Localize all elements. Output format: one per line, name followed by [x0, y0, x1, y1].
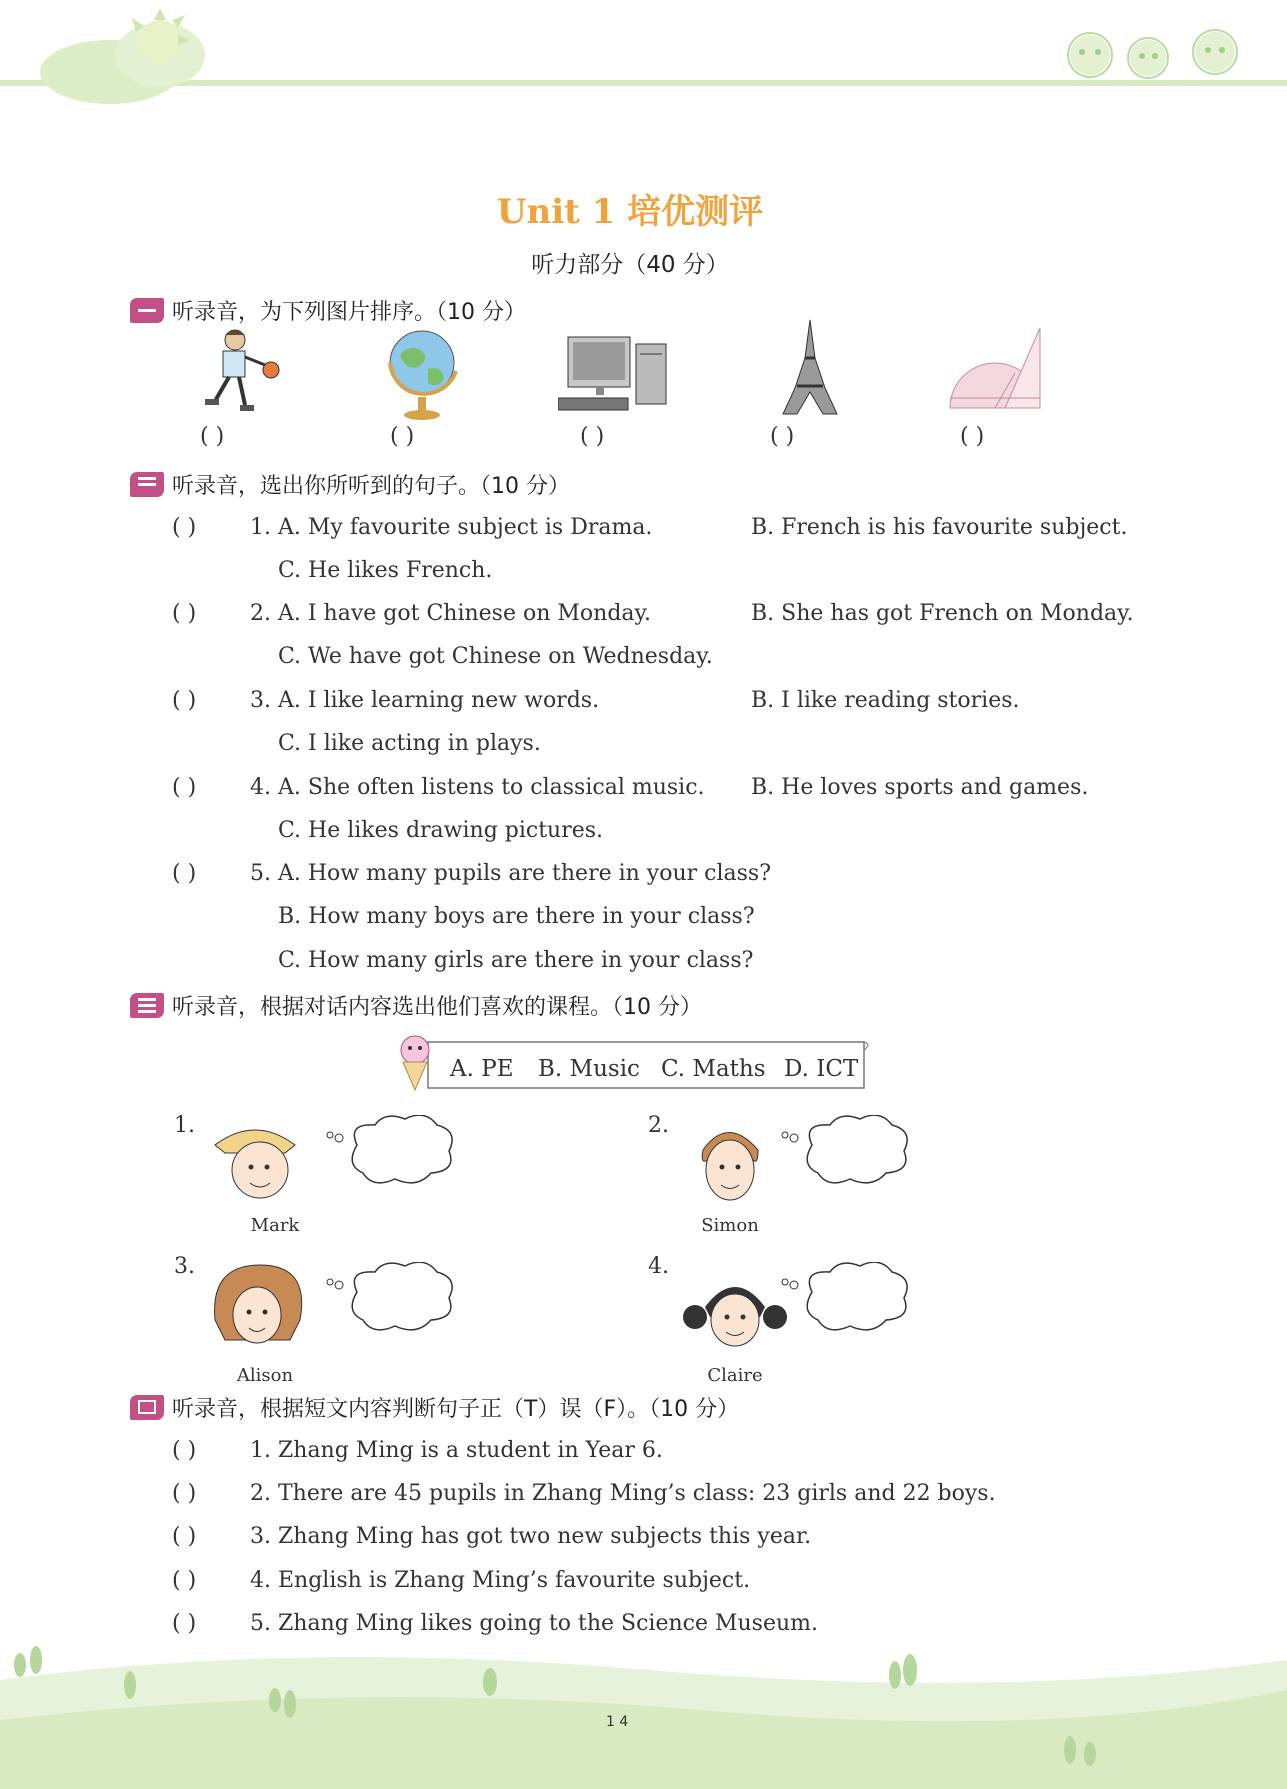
- badge-mark-icon: [138, 1004, 156, 1007]
- option-c: C. How many girls are there in your class?: [278, 948, 754, 973]
- option-a: A. I like learning new words.: [278, 688, 600, 713]
- option-b: B. How many boys are there in your class?: [278, 904, 755, 929]
- answer-blank[interactable]: ( ): [172, 861, 197, 886]
- section-heading: [130, 1390, 739, 1424]
- section-title: 听录音，根据对话内容选出他们喜欢的课程。（10 分）: [172, 994, 702, 1020]
- option-b: B. He loves sports and games.: [751, 775, 1089, 800]
- statement: 3. Zhang Ming has got two new subjects this year.: [250, 1524, 812, 1549]
- section-title: 听录音，为下列图片排序。（10 分）: [172, 299, 526, 325]
- thought-bubble-icon: [780, 1262, 915, 1342]
- computer-icon: [558, 332, 678, 417]
- page-subtitle: 听力部分（40 分）: [531, 252, 729, 278]
- alison-face-icon: [205, 1260, 305, 1360]
- person-name: Claire: [707, 1365, 763, 1386]
- section-heading: [130, 988, 702, 1022]
- answer-blank[interactable]: ( ): [172, 1524, 197, 1549]
- person-name: Simon: [701, 1215, 759, 1236]
- person-name: Alison: [236, 1365, 294, 1386]
- answer-blank[interactable]: ( ): [172, 1438, 197, 1463]
- section-heading: [130, 293, 526, 327]
- protractor-icon: [945, 318, 1045, 413]
- option-maths: C. Maths: [661, 1056, 766, 1082]
- answer-blank[interactable]: ( ): [172, 1568, 197, 1593]
- mark-face-icon: [205, 1115, 305, 1215]
- answer-blank[interactable]: ( ): [200, 424, 225, 449]
- option-a: A. How many pupils are there in your class?: [278, 861, 771, 886]
- statement: 5. Zhang Ming likes going to the Science Museum.: [250, 1611, 819, 1636]
- footer-hills: [0, 1620, 1287, 1789]
- person-name: Mark: [250, 1215, 300, 1236]
- section-badge: [130, 1395, 164, 1420]
- section-heading: [130, 467, 570, 501]
- item-number: 3.: [174, 1254, 195, 1279]
- option-c: C. He likes drawing pictures.: [278, 818, 604, 843]
- question-number: 2.: [250, 601, 271, 626]
- section-badge: [130, 298, 164, 323]
- statement: 4. English is Zhang Ming’s favourite subject.: [250, 1568, 751, 1593]
- answer-blank[interactable]: ( ): [390, 424, 415, 449]
- answer-blank[interactable]: ( ): [580, 424, 605, 449]
- item-number: 2.: [648, 1113, 669, 1138]
- header-decoration: [0, 0, 1287, 120]
- option-ict: D. ICT: [784, 1056, 859, 1082]
- answer-blank[interactable]: ( ): [770, 424, 795, 449]
- thought-bubble-icon: [325, 1115, 460, 1195]
- question-number: 1.: [250, 515, 271, 540]
- option-b: B. French is his favourite subject.: [751, 515, 1128, 540]
- option-b: B. She has got French on Monday.: [751, 601, 1134, 626]
- option-c: C. He likes French.: [278, 558, 493, 583]
- answer-blank[interactable]: ( ): [172, 688, 197, 713]
- question-number: 5.: [250, 861, 271, 886]
- page-number: 1 4: [606, 1714, 629, 1730]
- option-a: A. I have got Chinese on Monday.: [278, 601, 652, 626]
- answer-blank[interactable]: ( ): [172, 1481, 197, 1506]
- answer-blank[interactable]: ( ): [960, 424, 985, 449]
- page-title: Unit 1 培优测评: [496, 192, 764, 232]
- badge-mark-icon: [138, 1400, 156, 1414]
- claire-face-icon: [680, 1262, 790, 1362]
- section-title: 听录音，选出你所听到的句子。（10 分）: [172, 473, 570, 499]
- option-pe: A. PE: [450, 1056, 514, 1082]
- option-b: B. I like reading stories.: [751, 688, 1020, 713]
- statement: 2. There are 45 pupils in Zhang Ming’s class: 23 girls and 22 boys.: [250, 1481, 996, 1506]
- simon-face-icon: [685, 1115, 775, 1215]
- question-number: 4.: [250, 775, 271, 800]
- answer-blank[interactable]: ( ): [172, 775, 197, 800]
- option-music: B. Music: [538, 1056, 640, 1082]
- thought-bubble-icon: [325, 1262, 460, 1342]
- option-c: C. We have got Chinese on Wednesday.: [278, 644, 713, 669]
- ice-cream-icon: [395, 1034, 440, 1094]
- section-badge: [130, 472, 164, 497]
- answer-blank[interactable]: ( ): [172, 515, 197, 540]
- section-title: 听录音，根据短文内容判断句子正（T）误（F）。（10 分）: [172, 1396, 740, 1422]
- badge-mark-icon: [138, 309, 156, 312]
- globe-icon: [380, 325, 470, 425]
- statement: 1. Zhang Ming is a student in Year 6.: [250, 1438, 663, 1463]
- answer-blank[interactable]: ( ): [172, 1611, 197, 1636]
- answer-blank[interactable]: ( ): [172, 601, 197, 626]
- badge-mark-icon: [138, 483, 156, 486]
- option-a: A. My favourite subject is Drama.: [278, 515, 653, 540]
- item-number: 1.: [174, 1113, 195, 1138]
- question-number: 3.: [250, 688, 271, 713]
- option-a: A. She often listens to classical music.: [278, 775, 705, 800]
- eiffel-tower-icon: [775, 318, 845, 418]
- thought-bubble-icon: [780, 1115, 915, 1195]
- section-badge: [130, 993, 164, 1018]
- item-number: 4.: [648, 1254, 669, 1279]
- basketball-player-icon: [185, 325, 285, 425]
- option-c: C. I like acting in plays.: [278, 731, 541, 756]
